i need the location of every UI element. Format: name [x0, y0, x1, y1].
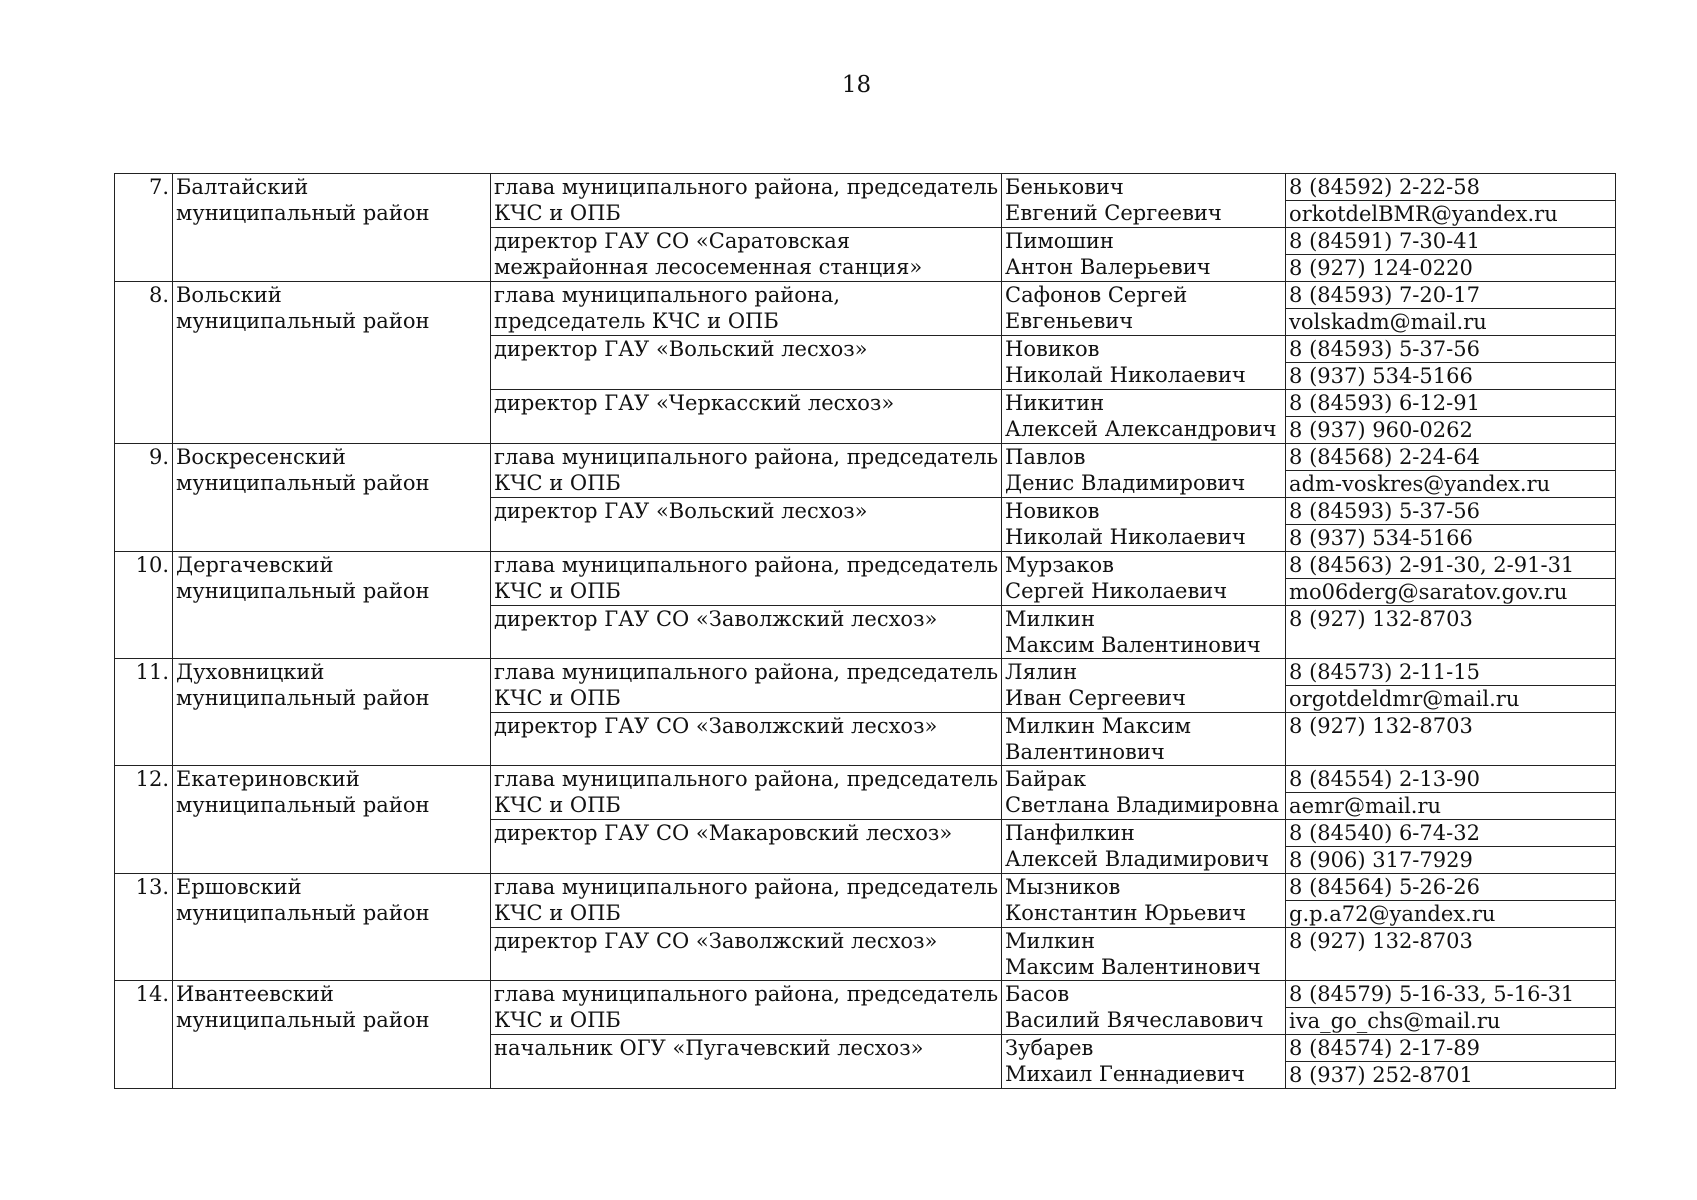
phone-cell: 8 (84564) 5-26-26 [1286, 874, 1616, 901]
cell-text: Лялин [1005, 660, 1078, 684]
position-cell [491, 928, 1002, 981]
cell-text: Максим Валентинович [1005, 955, 1261, 979]
cell-text: начальник ОГУ «Пугачевский лесхоз» [494, 1036, 924, 1060]
table-row [115, 552, 1616, 579]
contact-cell: mo06derg@saratov.gov.ru [1286, 579, 1616, 606]
phone-cell: 8 (84593) 5-37-56 [1286, 498, 1616, 525]
table-body [115, 174, 1616, 1089]
contact-cell: adm-voskres@yandex.ru [1286, 471, 1616, 498]
district-cell [173, 766, 491, 874]
cell-text: Михаил Геннадиевич [1005, 1062, 1245, 1086]
cell-text: КЧС и ОПБ [494, 901, 621, 925]
cell-text: Сергей Николаевич [1005, 579, 1228, 603]
cell-text: председатель КЧС и ОПБ [494, 309, 779, 333]
phone-cell: 8 (84593) 5-37-56 [1286, 336, 1616, 363]
position-cell [491, 174, 1002, 228]
name-cell [1002, 228, 1286, 282]
phone-cell: 8 (84573) 2-11-15 [1286, 659, 1616, 686]
position-cell [491, 1035, 1002, 1089]
cell-text: Басов [1005, 982, 1070, 1006]
name-cell [1002, 874, 1286, 928]
row-number: 12. [115, 766, 173, 874]
contact-cell: volskadm@mail.ru [1286, 309, 1616, 336]
contact-cell: 8 (937) 534-5166 [1286, 525, 1616, 552]
phone-cell: 8 (84593) 6-12-91 [1286, 390, 1616, 417]
cell-text: Николай Николаевич [1005, 525, 1246, 549]
row-number: 11. [115, 659, 173, 766]
position-cell [491, 981, 1002, 1035]
position-cell [491, 606, 1002, 659]
cell-text: директор ГАУ СО «Заволжский лесхоз» [494, 607, 938, 631]
cell-text: глава муниципального района, председатель [494, 767, 999, 791]
cell-text: Ивантеевский [176, 982, 334, 1006]
contact-cell: orgotdeldmr@mail.ru [1286, 686, 1616, 713]
position-cell [491, 766, 1002, 820]
cell-text: КЧС и ОПБ [494, 579, 621, 603]
phone-cell: 8 (84579) 5-16-33, 5-16-31 [1286, 981, 1616, 1008]
cell-text: Валентинович [1005, 740, 1165, 764]
cell-text: муниципальный район [176, 1008, 430, 1032]
cell-text: Павлов [1005, 445, 1086, 469]
name-cell [1002, 336, 1286, 390]
phone-cell: 8 (84554) 2-13-90 [1286, 766, 1616, 793]
cell-text: директор ГАУ СО «Заволжский лесхоз» [494, 929, 938, 953]
cell-text: КЧС и ОПБ [494, 471, 621, 495]
row-number: 14. [115, 981, 173, 1089]
table-row [115, 444, 1616, 471]
cell-text: Пимошин [1005, 229, 1114, 253]
cell-text: Новиков [1005, 499, 1100, 523]
cell-text: глава муниципального района, председатель [494, 982, 999, 1006]
position-cell [491, 282, 1002, 336]
cell-text: Светлана Владимировна [1005, 793, 1280, 817]
contact-cell: 8 (927) 124-0220 [1286, 255, 1616, 282]
cell-text: Иван Сергеевич [1005, 686, 1186, 710]
name-cell [1002, 766, 1286, 820]
row-number: 13. [115, 874, 173, 981]
contact-cell: iva_go_chs@mail.ru [1286, 1008, 1616, 1035]
cell-text: муниципальный район [176, 201, 430, 225]
cell-text: КЧС и ОПБ [494, 686, 621, 710]
cell-text: Бенькович [1005, 175, 1124, 199]
cell-text: Мурзаков [1005, 553, 1114, 577]
name-cell [1002, 282, 1286, 336]
phone-cell: 8 (84540) 6-74-32 [1286, 820, 1616, 847]
position-cell [491, 444, 1002, 498]
phone-cell: 8 (84592) 2-22-58 [1286, 174, 1616, 201]
cell-text: глава муниципального района, [494, 283, 841, 307]
cell-text: Ершовский [176, 875, 302, 899]
table-row [115, 766, 1616, 793]
cell-text: КЧС и ОПБ [494, 1008, 621, 1032]
position-cell [491, 336, 1002, 390]
cell-text: Панфилкин [1005, 821, 1135, 845]
cell-text: муниципальный район [176, 793, 430, 817]
position-cell [491, 228, 1002, 282]
cell-text: муниципальный район [176, 686, 430, 710]
cell-text: Воскресенский [176, 445, 346, 469]
cell-text: Милкин [1005, 607, 1096, 631]
cell-text: Николай Николаевич [1005, 363, 1246, 387]
name-cell [1002, 928, 1286, 981]
table-row [115, 282, 1616, 309]
district-cell [173, 282, 491, 444]
table-row [115, 981, 1616, 1008]
cell-text: Дергачевский [176, 553, 334, 577]
name-cell [1002, 981, 1286, 1035]
row-number: 10. [115, 552, 173, 659]
contact-cell: 8 (937) 534-5166 [1286, 363, 1616, 390]
cell-text: Новиков [1005, 337, 1100, 361]
table-row [115, 174, 1616, 201]
phone-cell: 8 (84591) 7-30-41 [1286, 228, 1616, 255]
name-cell [1002, 174, 1286, 228]
district-cell [173, 552, 491, 659]
cell-text: глава муниципального района, председатель [494, 175, 999, 199]
name-cell [1002, 552, 1286, 606]
cell-text: муниципальный район [176, 309, 430, 333]
name-cell [1002, 1035, 1286, 1089]
row-number: 9. [115, 444, 173, 552]
cell-text: Евгеньевич [1005, 309, 1134, 333]
phone-cell: 8 (84563) 2-91-30, 2-91-31 [1286, 552, 1616, 579]
cell-text: директор ГАУ «Черкасский лесхоз» [494, 391, 895, 415]
district-cell [173, 874, 491, 981]
cell-text: глава муниципального района, председатель [494, 553, 999, 577]
position-cell [491, 874, 1002, 928]
cell-text: Екатериновский [176, 767, 360, 791]
cell-text: муниципальный район [176, 471, 430, 495]
name-cell [1002, 444, 1286, 498]
page-number: 18 [841, 72, 872, 98]
cell-text: муниципальный район [176, 579, 430, 603]
phone-cell: 8 (84593) 7-20-17 [1286, 282, 1616, 309]
phone-cell: 8 (84574) 2-17-89 [1286, 1035, 1616, 1062]
cell-text: директор ГАУ СО «Саратовская [494, 229, 851, 253]
cell-text: Евгений Сергеевич [1005, 201, 1222, 225]
cell-text: Василий Вячеславович [1005, 1008, 1264, 1032]
position-cell [491, 659, 1002, 713]
contact-cell: 8 (937) 960-0262 [1286, 417, 1616, 444]
phone-cell: 8 (84568) 2-24-64 [1286, 444, 1616, 471]
cell-text: межрайонная лесосеменная станция» [494, 255, 923, 279]
cell-text: Духовницкий [176, 660, 325, 684]
cell-text: Алексей Александрович [1005, 417, 1277, 441]
name-cell [1002, 659, 1286, 713]
contact-cell: aemr@mail.ru [1286, 793, 1616, 820]
contacts-table [114, 173, 1616, 1089]
cell-text: директор ГАУ «Вольский лесхоз» [494, 499, 868, 523]
name-cell [1002, 606, 1286, 659]
name-cell [1002, 713, 1286, 766]
cell-text: Зубарев [1005, 1036, 1094, 1060]
cell-text: Милкин Максим [1005, 714, 1191, 738]
cell-text: Милкин [1005, 929, 1096, 953]
table-row [115, 659, 1616, 686]
cell-text: Сафонов Сергей [1005, 283, 1188, 307]
cell-text: Балтайский [176, 175, 309, 199]
position-cell [491, 390, 1002, 444]
row-number: 8. [115, 282, 173, 444]
cell-text: Байрак [1005, 767, 1087, 791]
position-cell [491, 552, 1002, 606]
cell-text: директор ГАУ СО «Макаровский лесхоз» [494, 821, 953, 845]
district-cell [173, 174, 491, 282]
contact-cell: g.p.a72@yandex.ru [1286, 901, 1616, 928]
name-cell [1002, 820, 1286, 874]
row-number: 7. [115, 174, 173, 282]
cell-text: глава муниципального района, председатель [494, 445, 999, 469]
name-cell [1002, 390, 1286, 444]
contact-cell: 8 (906) 317-7929 [1286, 847, 1616, 874]
cell-text: глава муниципального района, председатель [494, 660, 999, 684]
position-cell [491, 498, 1002, 552]
cell-text: Денис Владимирович [1005, 471, 1246, 495]
cell-text: Максим Валентинович [1005, 633, 1261, 657]
cell-text: Антон Валерьевич [1005, 255, 1211, 279]
phone-cell: 8 (927) 132-8703 [1286, 928, 1616, 981]
cell-text: муниципальный район [176, 901, 430, 925]
position-cell [491, 820, 1002, 874]
cell-text: директор ГАУ СО «Заволжский лесхоз» [494, 714, 938, 738]
name-cell [1002, 498, 1286, 552]
phone-cell: 8 (927) 132-8703 [1286, 713, 1616, 766]
district-cell [173, 981, 491, 1089]
phone-cell: 8 (927) 132-8703 [1286, 606, 1616, 659]
cell-text: директор ГАУ «Вольский лесхоз» [494, 337, 868, 361]
district-cell [173, 659, 491, 766]
contact-cell: 8 (937) 252-8701 [1286, 1062, 1616, 1089]
cell-text: глава муниципального района, председатель [494, 875, 999, 899]
table-row [115, 874, 1616, 901]
cell-text: КЧС и ОПБ [494, 201, 621, 225]
contact-cell: orkotdelBMR@yandex.ru [1286, 201, 1616, 228]
cell-text: КЧС и ОПБ [494, 793, 621, 817]
cell-text: Константин Юрьевич [1005, 901, 1247, 925]
position-cell [491, 713, 1002, 766]
cell-text: Мызников [1005, 875, 1121, 899]
cell-text: Вольский [176, 283, 282, 307]
cell-text: Никитин [1005, 391, 1105, 415]
cell-text: Алексей Владимирович [1005, 847, 1270, 871]
district-cell [173, 444, 491, 552]
